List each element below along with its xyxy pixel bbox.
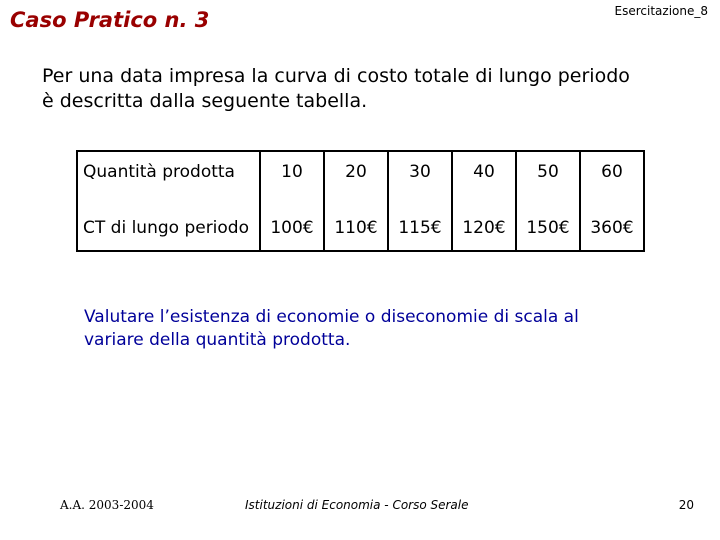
cost-row-label: CT di lungo periodo [83,218,249,238]
cost-cell: 115€ [388,206,452,251]
question-text [84,306,644,352]
page-number: 20 [678,498,694,512]
cost-cell: 120€ [452,206,516,251]
cost-cell: 360€ [580,206,644,251]
question-line-2: variare della quantità prodotta. [84,330,351,350]
quantity-cell: 10 [260,151,324,206]
slide-title: Caso Pratico n. 3 [10,8,210,32]
quantity-cell: 30 [388,151,452,206]
header-label: Esercitazione_8 [614,4,708,18]
quantity-cell: 50 [516,151,580,206]
footer-academic-year: A.A. 2003-2004 [60,498,154,512]
intro-text [42,64,682,114]
quantity-cell: 60 [580,151,644,206]
intro-line-1: Per una data impresa la curva di costo totale di lungo periodo [42,65,630,87]
intro-line-2: è descritta dalla seguente tabella. [42,90,368,112]
quantity-row [77,151,644,206]
quantity-cell: 40 [452,151,516,206]
cost-cell: 150€ [516,206,580,251]
question-line-1: Valutare l’esistenza di economie o diseconomie di scala al [84,307,579,327]
quantity-row-label: Quantità prodotta [83,162,235,182]
cost-cell: 100€ [260,206,324,251]
cost-cell: 110€ [324,206,388,251]
footer-course: Istituzioni di Economia - Corso Serale [245,498,469,512]
cost-table [76,150,645,252]
quantity-cell: 20 [324,151,388,206]
cost-row [77,206,644,251]
